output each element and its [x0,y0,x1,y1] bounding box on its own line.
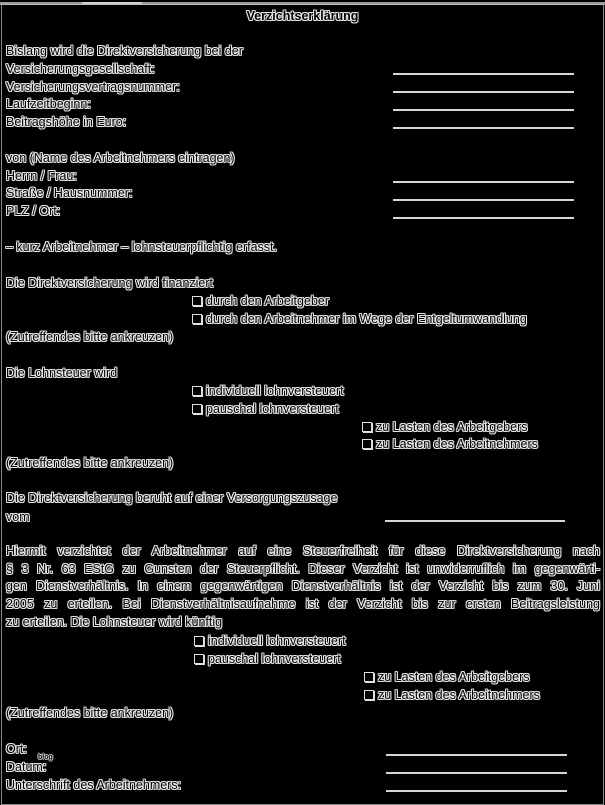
start-date-field[interactable] [393,109,574,111]
document-title: Verzichtserklärung [246,9,359,23]
commitment-heading: Die Direktversicherung beruht auf einer Versorgungszusage [6,491,338,505]
waiver-suboption-employer[interactable] [364,669,530,685]
waiver-paragraph [6,543,600,631]
option-label: pauschal lohnversteuert [206,402,339,416]
waiver-line: Hiermit verzichtet der Arbeitnehmer auf eine Steuerfreiheit für diese Direktversicherung nach [6,544,600,558]
option-label: durch den Arbeitgeber [206,294,330,308]
place-label: Ort: [6,742,27,756]
option-label: zu Lasten des Arbeitnehmers [378,688,540,702]
option-label: pauschal lohnversteuert [208,652,341,666]
watermark: blog [38,754,53,761]
contract-number-label: Versicherungsvertragsnummer: [6,80,180,94]
waiver-line: § 3 Nr. 63 EStG zu Gunsten der Steuerpflicht. Dieser Verzicht ist unwiderruflich im gegenwärti- [6,561,600,576]
tax-hint: (Zutreffendes bitte ankreuzen) [6,456,174,470]
name-label: Herrn / Frau: [6,169,77,183]
tax-suboption-employer[interactable] [362,419,528,435]
premium-label: Beitragshöhe in Euro: [6,115,127,129]
tax-option-flat[interactable] [192,401,339,417]
checkbox-icon[interactable] [192,386,202,396]
financing-option-employee[interactable] [192,311,527,327]
checkbox-icon[interactable] [192,314,202,324]
zip-city-label: PLZ / Ort: [6,204,61,218]
checkbox-icon[interactable] [364,690,374,700]
street-label: Straße / Hausnummer: [6,186,133,200]
waiver-hint: (Zutreffendes bitte ankreuzen) [6,706,174,720]
waiver-option-individual[interactable] [194,633,346,649]
commitment-date-field[interactable] [385,520,565,522]
option-label: durch den Arbeitnehmer im Wege der Entgeltumwandlung [206,312,527,326]
option-label: individuell lohnversteuert [208,634,346,648]
date-field[interactable] [386,772,567,774]
checkbox-icon[interactable] [362,422,372,432]
insurance-intro: Bislang wird die Direktversicherung bei der [6,44,243,58]
checkbox-icon[interactable] [362,439,372,449]
place-field[interactable] [386,754,567,756]
option-label: zu Lasten des Arbeitgebers [376,420,528,434]
insurer-label: Versicherungsgesellschaft: [6,62,155,76]
checkbox-icon[interactable] [364,672,374,682]
option-label: zu Lasten des Arbeitgebers [378,670,530,684]
tax-suboption-employee[interactable] [362,436,538,452]
commitment-date-label: vom [6,510,30,524]
option-label: zu Lasten des Arbeitnehmers [376,437,538,451]
checkbox-icon[interactable] [192,296,202,306]
contract-number-field[interactable] [393,91,574,93]
waiver-option-flat[interactable] [194,651,341,667]
signature-label: Unterschrift des Arbeitnehmers: [6,778,182,792]
waiver-line: 2005 zu erteilen. Bei Dienstverhältnisaufnahme ist der Verzicht bis zur ersten Beitragsleistung [6,597,600,612]
tax-heading: Die Lohnsteuer wird [6,366,118,380]
street-field[interactable] [393,199,574,201]
name-field[interactable] [393,181,574,183]
checkbox-icon[interactable] [192,404,202,414]
option-label: individuell lohnversteuert [206,384,344,398]
employee-note: – kurz Arbeitnehmer – lohnsteuerpflichtig erfasst. [6,240,277,254]
zip-city-field[interactable] [393,217,574,219]
start-date-label: Laufzeitbeginn: [6,97,91,111]
tax-option-individual[interactable] [192,383,344,399]
waiver-line: zu erteilen. Die Lohnsteuer wird künftig [6,614,223,629]
signature-field[interactable] [386,790,567,792]
waiver-line: gen Dienstverhältnis. In einem gegenwärtigen Dienstverhältnis ist der Verzicht bis zum 30. Juni [6,579,600,594]
checkbox-icon[interactable] [194,636,204,646]
employee-intro: von (Name des Arbeitnehmers eintragen) [6,151,235,165]
financing-option-employer[interactable] [192,293,329,309]
financing-heading: Die Direktversicherung wird finanziert [6,276,214,290]
checkbox-icon[interactable] [194,654,204,664]
premium-field[interactable] [393,127,574,129]
insurer-field[interactable] [393,73,574,75]
date-label: Datum: [6,760,47,774]
financing-hint: (Zutreffendes bitte ankreuzen) [6,330,174,344]
waiver-suboption-employee[interactable] [364,687,540,703]
